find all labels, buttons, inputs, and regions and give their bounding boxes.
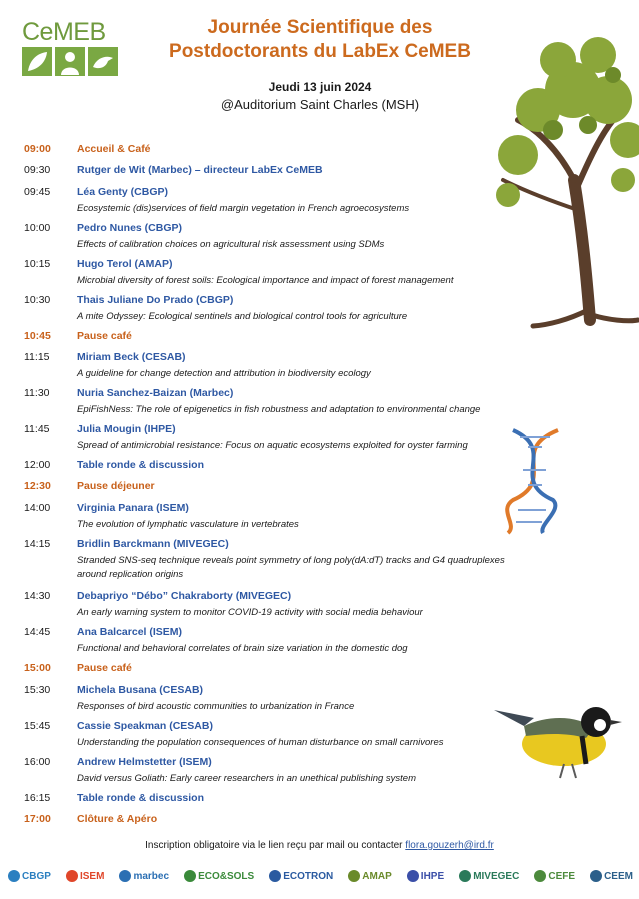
program-session: Table ronde & discussion (77, 459, 204, 471)
partner-logo (66, 870, 104, 882)
program-talk-title: A guideline for change detection and attribution in biodiversity ecology (77, 368, 371, 379)
partner-name: CEEM (604, 870, 633, 882)
partner-mark-icon (119, 870, 131, 882)
program-speaker: Andrew Helmstetter (ISEM) (77, 756, 212, 768)
partner-mark-icon (348, 870, 360, 882)
program-session: Pause déjeuner (77, 480, 155, 492)
program-time: 14:45 (24, 626, 51, 638)
program-time: 12:00 (24, 459, 51, 471)
program-speaker: Hugo Terol (AMAP) (77, 258, 173, 270)
program-speaker: Ana Balcarcel (ISEM) (77, 626, 183, 638)
title-line-2: Postdoctorants du LabEx CeMEB (169, 41, 471, 62)
partner-mark-icon (184, 870, 196, 882)
program-talk-title: Responses of bird acoustic communities to urbanization in France (77, 701, 355, 712)
partner-logo (348, 870, 391, 882)
program-time: 15:45 (24, 720, 51, 732)
partner-logo (590, 870, 633, 882)
partner-mark-icon (407, 870, 419, 882)
program-speaker: Nuria Sanchez-Baizan (Marbec) (77, 387, 234, 399)
partner-logo (119, 870, 169, 882)
partner-name: ECOTRON (283, 870, 334, 882)
program-time: 10:45 (24, 330, 51, 342)
partner-name: marbec (133, 870, 170, 882)
program-speaker: Michela Busana (CESAB) (77, 684, 204, 696)
partner-name: CBGP (22, 870, 51, 882)
program-session: Accueil & Café (77, 143, 151, 155)
partner-mark-icon (269, 870, 281, 882)
partner-mark-icon (590, 870, 602, 882)
program-time: 11:45 (24, 423, 50, 435)
cemeb-logo (22, 18, 120, 78)
partner-logo (8, 870, 51, 882)
person-icon (55, 47, 85, 76)
program-session: Clôture & Apéro (77, 813, 158, 825)
program-talk-title: Microbial diversity of forest soils: Ecological importance and impact of forest management (77, 275, 454, 286)
partner-mark-icon (8, 870, 20, 882)
program-talk-title: Functional and behavioral correlates of brain size variation in the domestic dog (77, 643, 408, 654)
program-time: 14:00 (24, 502, 51, 514)
partner-logos (8, 858, 633, 894)
program-time: 15:30 (24, 684, 51, 696)
program-speaker: Debapriyo “Débo” Chakraborty (MIVEGEC) (77, 590, 292, 602)
program-time: 10:00 (24, 222, 51, 234)
program-time: 14:30 (24, 590, 51, 602)
title-line-1: Journée Scientifique des (207, 17, 433, 38)
program-speaker: Thais Juliane Do Prado (CBGP) (77, 294, 234, 306)
program-speaker: Léa Genty (CBGP) (77, 186, 169, 198)
partner-logo (184, 870, 254, 882)
program-time: 16:15 (24, 792, 51, 804)
program-speaker: Bridlin Barckmann (MIVEGEC) (77, 538, 229, 550)
event-date: Jeudi 13 juin 2024 (268, 80, 372, 94)
partner-logo (534, 870, 575, 882)
program-speaker: Julia Mougin (IHPE) (77, 423, 176, 435)
program-talk-title: Stranded SNS-seq technique reveals point symmetry of long poly(dA:dT) tracks and G4 quadruplexes around replication origins (77, 555, 505, 580)
program-speaker: Miriam Beck (CESAB) (77, 351, 186, 363)
partner-name: IHPE (420, 870, 445, 882)
program-session: Table ronde & discussion (77, 792, 204, 804)
bird-icon (88, 47, 118, 76)
program-session: Pause café (77, 662, 132, 674)
program-talk-title: Ecosystemic (dis)services of field margin vegetation in French agroecosystems (77, 203, 410, 214)
leaf-icon (22, 47, 52, 76)
program-time: 09:45 (24, 186, 51, 198)
program-talk-title: A mite Odyssey: Ecological sentinels and biological control tools for agriculture (77, 311, 408, 322)
program-session: Rutger de Wit (Marbec) – directeur LabEx CeMEB (77, 164, 323, 176)
program-talk-title: Spread of antimicrobial resistance: Focus on aquatic ecosystems exploited for oyster farming (77, 440, 468, 451)
partner-logo (459, 870, 519, 882)
program-time: 11:30 (24, 387, 50, 399)
program-session: Pause café (77, 330, 132, 342)
program-time: 09:00 (24, 143, 51, 155)
partner-name: MIVEGEC (473, 870, 520, 882)
partner-name: CEFE (548, 870, 576, 882)
partner-logo (269, 870, 333, 882)
program-time: 10:15 (24, 258, 51, 270)
partner-mark-icon (534, 870, 546, 882)
registration-text: Inscription obligatoire via le lien reçu par mail ou contacter (145, 840, 406, 851)
partner-name: AMAP (362, 870, 392, 882)
program-time: 10:30 (24, 294, 51, 306)
program-speaker: Pedro Nunes (CBGP) (77, 222, 183, 234)
program-time: 17:00 (24, 813, 51, 825)
program-time: 14:15 (24, 538, 51, 550)
registration-note (0, 840, 639, 851)
event-venue: @Auditorium Saint Charles (MSH) (220, 97, 420, 112)
program-speaker: Cassie Speakman (CESAB) (77, 720, 213, 732)
partner-name: ISEM (79, 870, 105, 882)
program-talk-title: Understanding the population consequences of human disturbance on small carnivores (77, 737, 444, 748)
page-title (130, 16, 510, 64)
program-time: 09:30 (24, 164, 51, 176)
program-time: 15:00 (24, 662, 51, 674)
program-time: 12:30 (24, 480, 51, 492)
program-talk-title: An early warning system to monitor COVID-19 activity with social media behaviour (77, 607, 423, 618)
program-talk-title: David versus Goliath: Early career researchers in an unethical publishing system (77, 773, 416, 784)
program-time: 11:15 (24, 351, 50, 363)
partner-name: ECO&SOLS (198, 870, 255, 882)
logo-wordmark: CeMEB (22, 18, 106, 46)
program-talk-title: EpiFishNess: The role of epigenetics in fish robustness and adaptation to environmental change (77, 404, 481, 415)
program-talk-title: The evolution of lymphatic vasculature in vertebrates (77, 519, 299, 530)
program-time: 16:00 (24, 756, 51, 768)
partner-mark-icon (459, 870, 471, 882)
partner-logo (407, 870, 444, 882)
program-speaker: Virginia Panara (ISEM) (77, 502, 189, 514)
partner-mark-icon (66, 870, 78, 882)
program-talk-title: Effects of calibration choices on agricultural risk assessment using SDMs (77, 239, 385, 250)
contact-email-link[interactable]: flora.gouzerh@ird.fr (405, 840, 494, 851)
